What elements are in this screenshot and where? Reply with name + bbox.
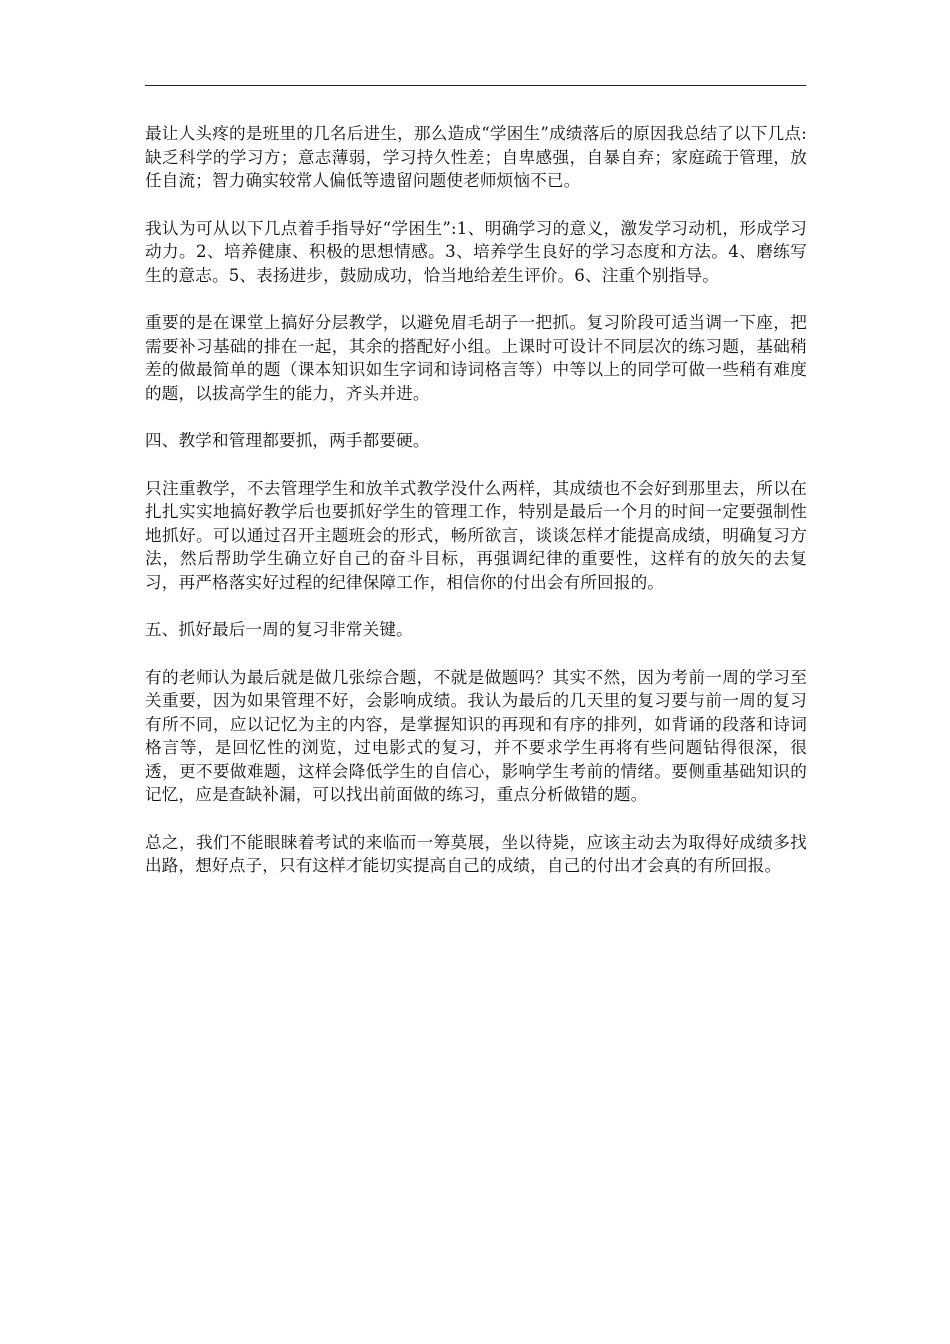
header-rule [145, 85, 806, 86]
document-body [145, 122, 807, 902]
paragraph-learning-difficulty-causes: 最让人头疼的是班里的几名后进生，那么造成“学困生”成绩落后的原因我总结了以下几点:缺乏科学的学习方；意志薄弱，学习持久性差；自卑感强，自暴自弃；家庭疏于管理，放任自流；智力确实较常人偏低等遗留问题使老师烦恼不已。 [145, 124, 807, 190]
paragraph-final-week-review: 有的老师认为最后就是做几张综合题，不就是做题吗？其实不然，因为考前一周的学习至关重要，因为如果管理不好，会影响成绩。我认为最后的几天里的复习要与前一周的复习有所不同，应以记忆为主的内容，是掌握知识的再现和有序的排列，如背诵的段落和诗词格言等，是回忆性的浏览，过电影式的复习，并不要求学生再将有些问题钻得很深，很透，更不要做难题，这样会降低学生的自信心，影响学生考前的情绪。要侧重基础知识的记忆，应是查缺补漏，可以找出前面做的练习，重点分析做错的题。 [145, 667, 807, 804]
paragraph-guidance-points: 我认为可从以下几点着手指导好“学困生”:1、明确学习的意义，激发学习动机，形成学习动力。2、培养健康、积极的思想情感。3、培养学生良好的学习态度和方法。4、磨练写生的意志。5、表扬进步，鼓励成功，恰当地给差生评价。6、注重个别指导。 [145, 218, 807, 285]
section-heading-five: 五、抓好最后一周的复习非常关键。 [145, 620, 413, 639]
section-heading-four: 四、教学和管理都要抓，两手都要硬。 [145, 431, 430, 450]
paragraph-management: 只注重教学，不去管理学生和放羊式教学没什么两样，其成绩也不会好到那里去，所以在扎扎实实地搞好教学后也要抓好学生的管理工作，特别是最后一个月的时间一定要强制性地抓好。可以通过召开主题班会的形式，畅所欲言，谈谈怎样才能提高成绩，明确复习方法，然后帮助学生确立好自己的奋斗目标，再强调纪律的重要性，这样有的放矢的去复习，再严格落实好过程的纪律保障工作，相信你的付出会有所回报的。 [145, 478, 807, 592]
paragraph-layered-teaching: 重要的是在课堂上搞好分层教学，以避免眉毛胡子一把抓。复习阶段可适当调一下座，把需要补习基础的排在一起，其余的搭配好小组。上课时可设计不同层次的练习题，基础稍差的做最简单的题（课本知识如生字词和诗词格言等）中等以上的同学可做一些稍有难度的题，以拔高学生的能力，齐头并进。 [145, 313, 807, 403]
paragraph-conclusion: 总之，我们不能眼睐着考试的来临而一筹莫展，坐以待毙，应该主动去为取得好成绩多找出路，想好点子，只有这样才能切实提高自己的成绩，自己的付出才会真的有所回报。 [145, 832, 807, 875]
